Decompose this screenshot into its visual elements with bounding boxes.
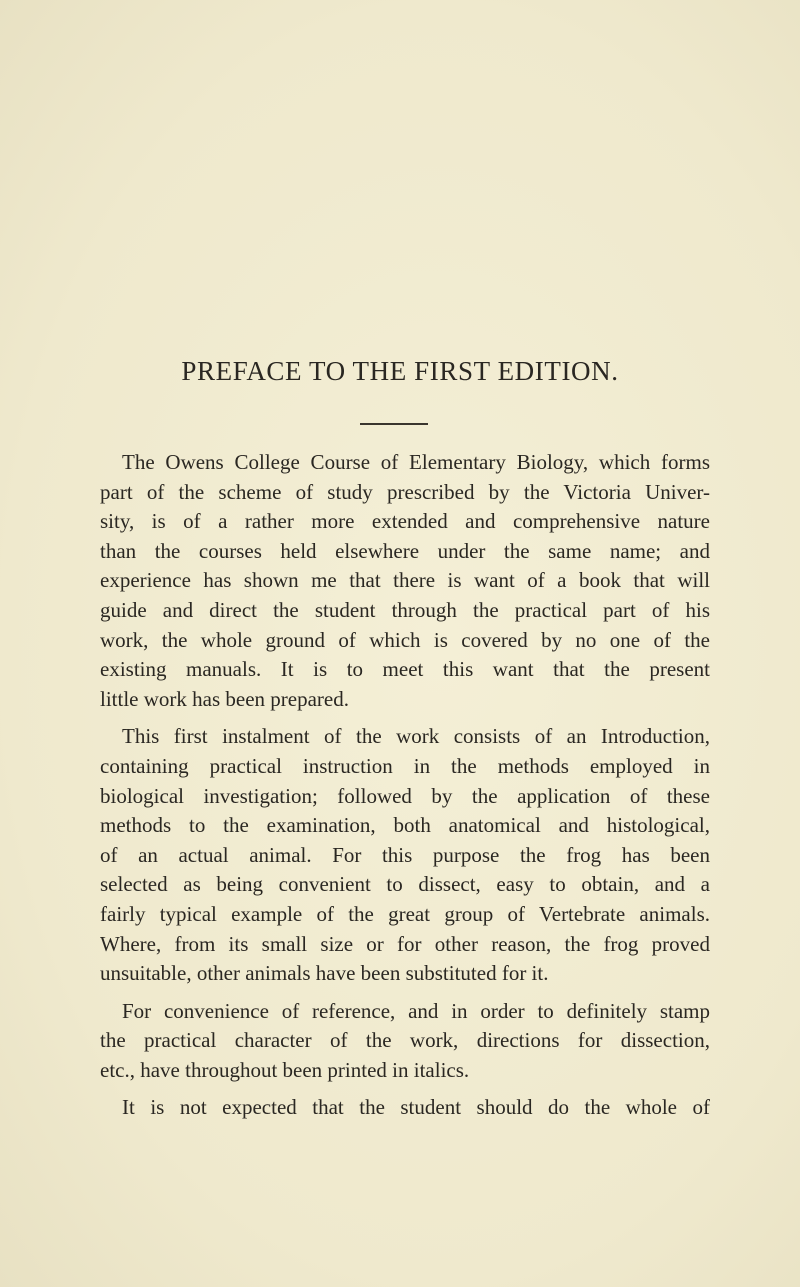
paragraph-4	[100, 1093, 710, 1123]
text-line: Where, from its small size or for other reason, the frog proved	[100, 931, 710, 956]
text-line: The Owens College Course of Elementary Biology, which forms	[122, 450, 710, 474]
text-line: sity, is of a rather more extended and comprehensive nature	[100, 509, 710, 534]
text-line: This first instalment of the work consists of an Introduction,	[122, 724, 710, 749]
text-line: of an actual animal. For this purpose the frog has been	[100, 842, 710, 867]
text-line: biological investigation; followed by the application of these	[100, 783, 710, 808]
text-line: than the courses held elsewhere under the same name; and	[100, 538, 710, 563]
text-line: work, the whole ground of which is covered by no one of the	[100, 627, 710, 652]
page-title: PREFACE TO THE FIRST EDITION.	[181, 356, 619, 386]
text-line: the practical character of the work, directions for dissection,	[100, 1028, 710, 1053]
preface-text	[100, 448, 710, 1123]
paragraph-1	[100, 448, 710, 714]
paragraph-3	[100, 997, 710, 1086]
text-line: For convenience of reference, and in order to definitely stamp	[122, 998, 710, 1023]
text-line: selected as being convenient to dissect, easy to obtain, and a	[100, 872, 710, 897]
text-line: existing manuals. It is to meet this want that the present	[100, 657, 710, 682]
text-line: part of the scheme of study prescribed by the Victoria Univer-	[100, 479, 710, 504]
text-line: guide and direct the student through the practical part of his	[100, 597, 710, 622]
text-line: methods to the examination, both anatomical and histological,	[100, 813, 710, 838]
text-line: experience has shown me that there is want of a book that will	[100, 568, 710, 593]
text-line: containing practical instruction in the methods employed in	[100, 753, 710, 778]
paragraph-2	[100, 722, 710, 988]
text-line: unsuitable, other animals have been substituted for it.	[100, 961, 549, 986]
text-line: little work has been prepared.	[100, 686, 349, 711]
text-line: It is not expected that the student should do the whole of	[122, 1095, 710, 1120]
text-line: fairly typical example of the great group of Vertebrate animals.	[100, 901, 710, 926]
text-line: etc., have throughout been printed in italics.	[100, 1057, 470, 1082]
title-rule	[360, 423, 428, 425]
